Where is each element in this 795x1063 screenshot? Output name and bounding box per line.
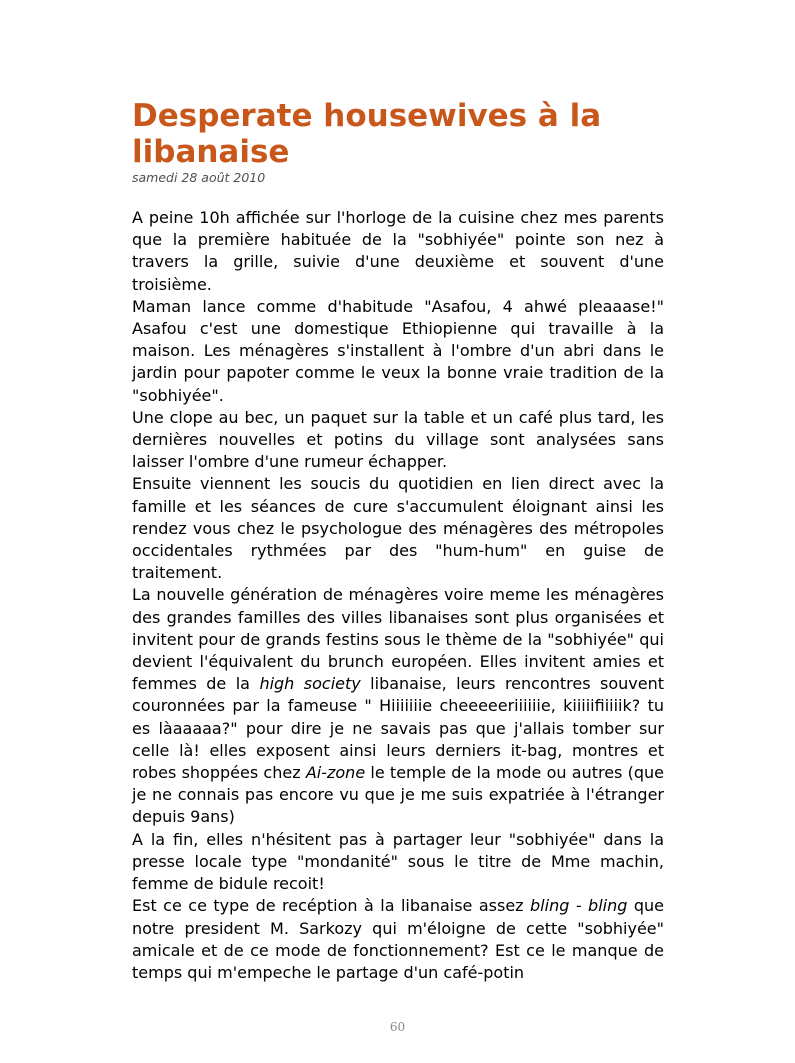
paragraph-text: le temple de la mode ou autres (que je ne connais pas encore vu que je me suis expatriée à l'étranger depuis 9ans) (132, 763, 665, 827)
article-title: Desperate housewives à la libanaise (132, 98, 602, 170)
article-body (132, 207, 664, 984)
emphasis-high-society: high society (259, 674, 361, 694)
article-date: samedi 28 août 2010 (132, 170, 266, 185)
paragraph-text: La nouvelle génération de ménagères voire meme les ménagères des grandes familles des villes libanaises sont plus organisées et invitent pour de grands festins sous le thème de la "sobhiyée" qui devient l'équivalent du brunch européen. Elles invitent amies et femmes de la (132, 585, 664, 694)
paragraph-4 (132, 473, 664, 584)
paragraph-text: libanaise, leurs rencontres souvent couronnées par la fameuse " Hiiiiiiie cheeeeeriiiiiie, kiiiiifiiiiik? tu es làaaaaa?" pour dire je ne savais pas que j'allais tomber sur celle là! elles exposent ainsi leurs derniers it-bag, montres et robes shoppées chez (132, 674, 664, 783)
article (132, 98, 664, 984)
paragraph-text: A peine 10h affichée sur l'horloge de la cuisine chez mes parents que la première habituée de la "sobhiyée" pointe son nez à travers la grille, suivie d'une deuxième et souvent d'une troisième. (132, 208, 664, 294)
emphasis-ai-zone: Ai-zone (305, 763, 366, 783)
paragraph-3 (132, 407, 664, 474)
paragraph-text: Maman lance comme d'habitude "Asafou, 4 ahwé pleaaase!" Asafou c'est une domestique Ethiopienne qui travaille à la maison. Les ménagères s'installent à l'ombre d'un abri dans le jardin pour papoter comme le veux la bonne vraie tradition de la "sobhiyée". (132, 296, 664, 405)
paragraph-2 (132, 296, 664, 407)
paragraph-text: A la fin, elles n'hésitent pas à partager leur "sobhiyée" dans la presse locale type "mondanité" sous le titre de Mme machin, femme de bidule recoit! (132, 829, 664, 894)
page-number: 60 (389, 1020, 406, 1034)
paragraph-5 (132, 584, 664, 828)
paragraph-text: Ensuite viennent les soucis du quotidien en lien direct avec la famille et les séances de cure s'accumulent éloignant ainsi les rendez vous chez le psychologue des ménagères des métropoles occidentales rythmées par des "hum-hum" en guise de traitement. (132, 474, 664, 583)
paragraph-6 (132, 829, 664, 896)
paragraph-1 (132, 207, 664, 296)
paragraph-text: que notre president M. Sarkozy qui m'éloigne de cette "sobhiyée" amicale et de ce mode de fonctionnement? Est ce le manque de temps qui m'empeche le partage d'un café-potin (132, 896, 664, 982)
paragraph-7 (132, 895, 664, 984)
paragraph-text: Une clope au bec, un paquet sur la table et un café plus tard, les dernières nouvelles et potins du village sont analysées sans laisser l'ombre d'une rumeur échapper. (132, 407, 664, 472)
paragraph-text: Est ce ce type de recéption à la libanaise assez (132, 896, 531, 916)
emphasis-bling-bling: bling - bling (530, 896, 628, 916)
